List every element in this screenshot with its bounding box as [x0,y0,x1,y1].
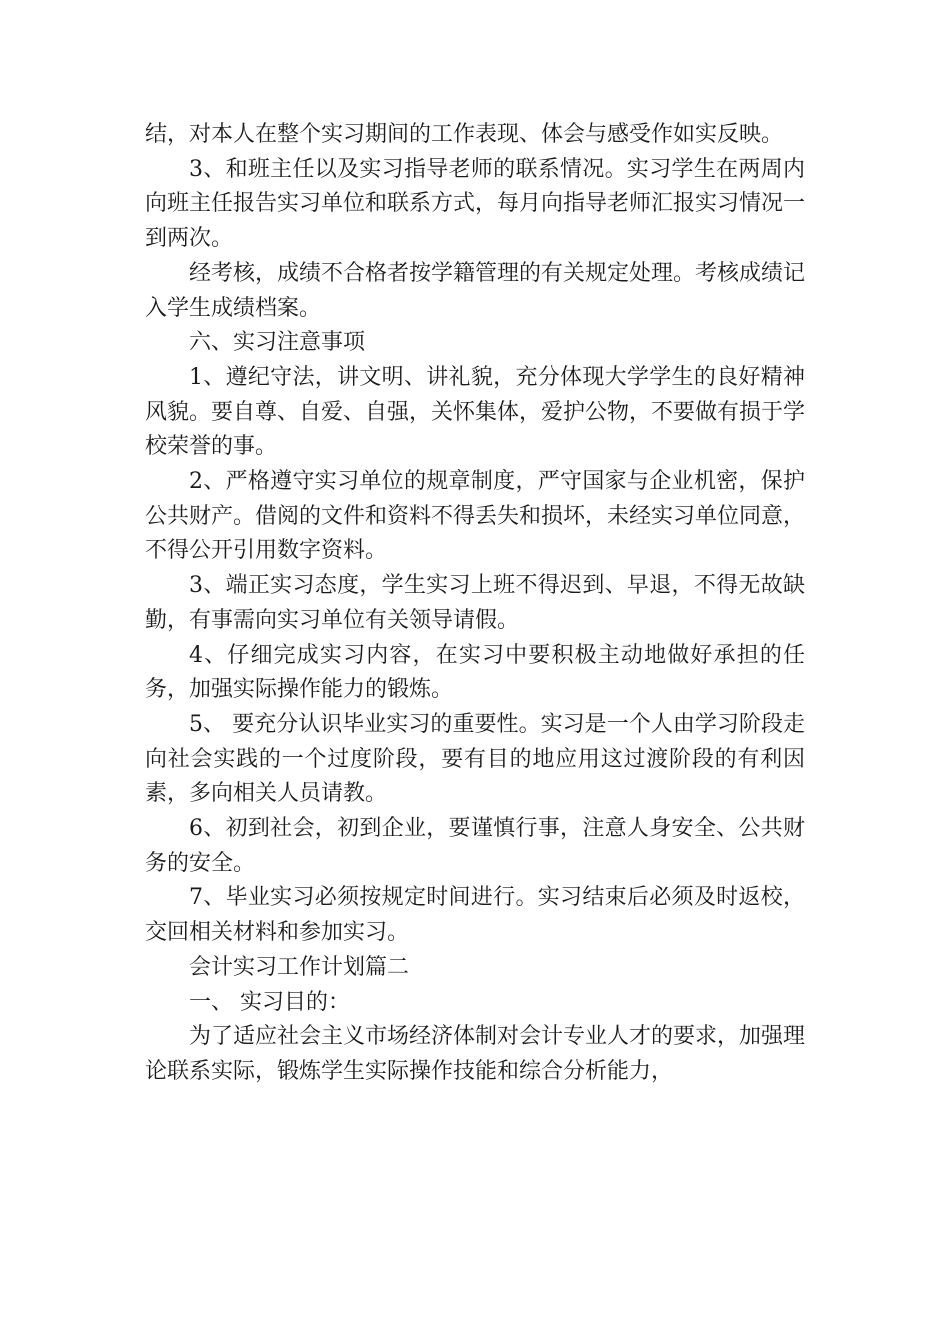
paragraph-note-2: 2、严格遵守实习单位的规章制度，严守国家与企业机密，保护公共财产。借阅的文件和资料不得丢失和损坏，未经实习单位同意，不得公开引用数字资料。 [145,469,806,564]
article-title-part-two: 会计实习工作计划篇二 [189,954,410,980]
paragraph-note-5: 5、 要充分认识毕业实习的重要性。实习是一个人由学习阶段走向社会实践的一个过度阶段，要有目的地应用这过渡阶段的有利因素，多向相关人员请教。 [145,711,805,807]
paragraph-note-1: 1、遵纪守法，讲文明、讲礼貌，充分体现大学学生的良好精神风貌。要自尊、自爱、自强，关怀集体，爱护公物，不要做有损于学校荣誉的事。 [145,364,806,460]
section-heading-purpose: 一、 实习目的： [189,989,350,1015]
paragraph-purpose: 为了适应社会主义市场经济体制对会计专业人才的要求，加强理论联系实际，锻炼学生实际操作技能和综合分析能力， [145,1024,806,1084]
paragraph-note-4: 4、仔细完成实习内容，在实习中要积极主动地做好承担的任务，加强实际操作能力的锻炼。 [145,642,805,703]
paragraph-assessment: 经考核，成绩不合格者按学籍管理的有关规定处理。考核成绩记入学生成绩档案。 [145,260,806,321]
document-page [145,118,805,1090]
paragraph-continuation: 结，对本人在整个实习期间的工作表现、体会与感受作如实反映。 [145,122,784,147]
paragraph-note-7: 7、毕业实习必须按规定时间进行。实习结束后必须及时返校，交回相关材料和参加实习。 [145,885,805,946]
paragraph-note-6: 6、初到社会，初到企业，要谨慎行事，注意人身安全、公共财务的安全。 [145,816,805,876]
paragraph-contact-teacher: 3、和班主任以及实习指导老师的联系情况。实习学生在两周内向班主任报告实习单位和联系方式，每月向指导老师汇报实习情况一到两次。 [145,156,806,252]
section-heading-notes: 六、实习注意事项 [189,330,366,356]
paragraph-note-3: 3、端正实习态度，学生实习上班不得迟到、早退，不得无故缺勤，有事需向实习单位有关领导请假。 [145,573,805,633]
